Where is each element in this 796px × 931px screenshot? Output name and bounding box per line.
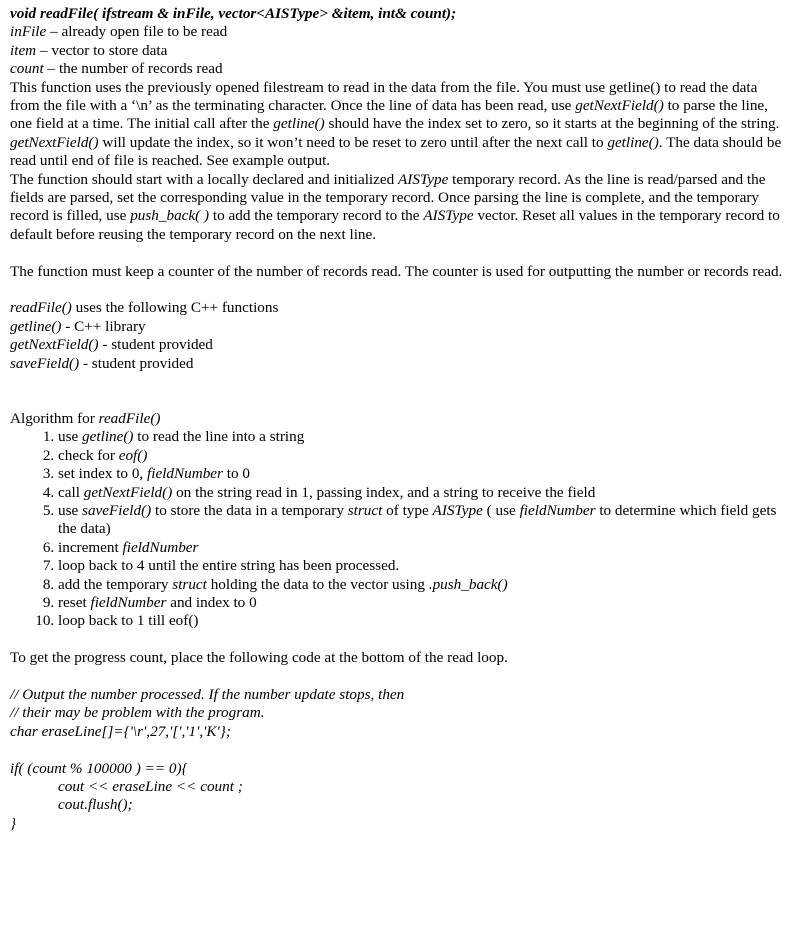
code-comment: // Output the number processed. If the number update stops, then [10,685,405,703]
algorithm-step: 6. increment fieldNumber [58,539,786,557]
algorithm-heading: Algorithm for readFile() [10,409,161,427]
param-name: item [10,41,37,59]
spacer [10,668,786,686]
algorithm-steps [10,428,786,630]
algorithm-step: 3. set index to 0, fieldNumber to 0 [58,465,786,483]
param-desc: – the number of records read [43,60,223,78]
code-line: cout << eraseLine << count ; [58,777,243,795]
description-paragraph-1: This function uses the previously opened filestream to read in the data from the file. You must use getline() to read the data from the file with a ‘\n’ as the terminating character. Once the line of data has been read, use getNextField() to parse the line, one field at a time. The initial call after the getline() should have the index set to zero, so it starts at the beginning of the string. getNextField() will update the index, so it won’t need to be reset to zero until after the next call to getline(). The data should be read until end of file is reached. See example output. [10,78,782,170]
code-line: cout.flush(); [58,796,133,814]
code-closing-brace: } [10,814,17,832]
algorithm-step: 5. use saveField() to store the data in a temporary struct of type AISType ( use fieldNumber to determine which field gets the data) [58,502,786,539]
progress-intro: To get the progress count, place the following code at the bottom of the read loop. [10,649,508,667]
code-line: if( (count % 100000 ) == 0){ [10,759,188,777]
spacer [10,631,786,649]
code-comment: // their may be problem with the program. [10,704,265,722]
param-name: count [10,60,44,78]
param-line [10,23,786,41]
description-paragraph-2: The function should start with a locally declared and initialized AISType temporary record. As the line is read/parsed and the fields are parsed, set the corresponding value in the temporary record. Once parsing the line is complete, and the temporary record is filled, use push_back( ) to add the temporary record to the AISType vector. Reset all values in the temporary record to default before reusing the temporary record on the next line. [10,170,780,243]
algorithm-step: 10. loop back to 1 till eof() [58,612,786,630]
algorithm-step: 4. call getNextField() on the string read in 1, passing index, and a string to receive the field [58,484,786,502]
description-paragraph-3: The function must keep a counter of the number of records read. The counter is used for outputting the number or records read. [10,262,783,280]
code-line: char eraseLine[]={'\r',27,'[','1','K'}; [10,722,231,740]
spacer [10,373,786,410]
param-desc: – vector to store data [36,41,168,59]
uses-item: saveField() - student provided [10,354,194,372]
algorithm-step: 2. check for eof() [58,447,786,465]
param-name: inFile [10,23,47,41]
function-signature: void readFile( ifstream & inFile, vector<AISType> &item, int& count); [10,5,457,22]
algorithm-step: 8. add the temporary struct holding the data to the vector using .push_back() [58,576,786,594]
uses-item: getNextField() - student provided [10,336,213,354]
param-line [10,60,786,78]
spacer [10,244,786,262]
spacer [10,281,786,299]
algorithm-step: 1. use getline() to read the line into a string [58,428,786,446]
uses-heading: readFile() uses the following C++ functions [10,299,279,317]
uses-item: getline() - C++ library [10,317,146,335]
param-line [10,42,786,60]
param-desc: – already open file to be read [46,23,228,41]
algorithm-step: 9. reset fieldNumber and index to 0 [58,594,786,612]
algorithm-step: 7. loop back to 4 until the entire string has been processed. [58,557,786,575]
spacer [10,741,786,759]
